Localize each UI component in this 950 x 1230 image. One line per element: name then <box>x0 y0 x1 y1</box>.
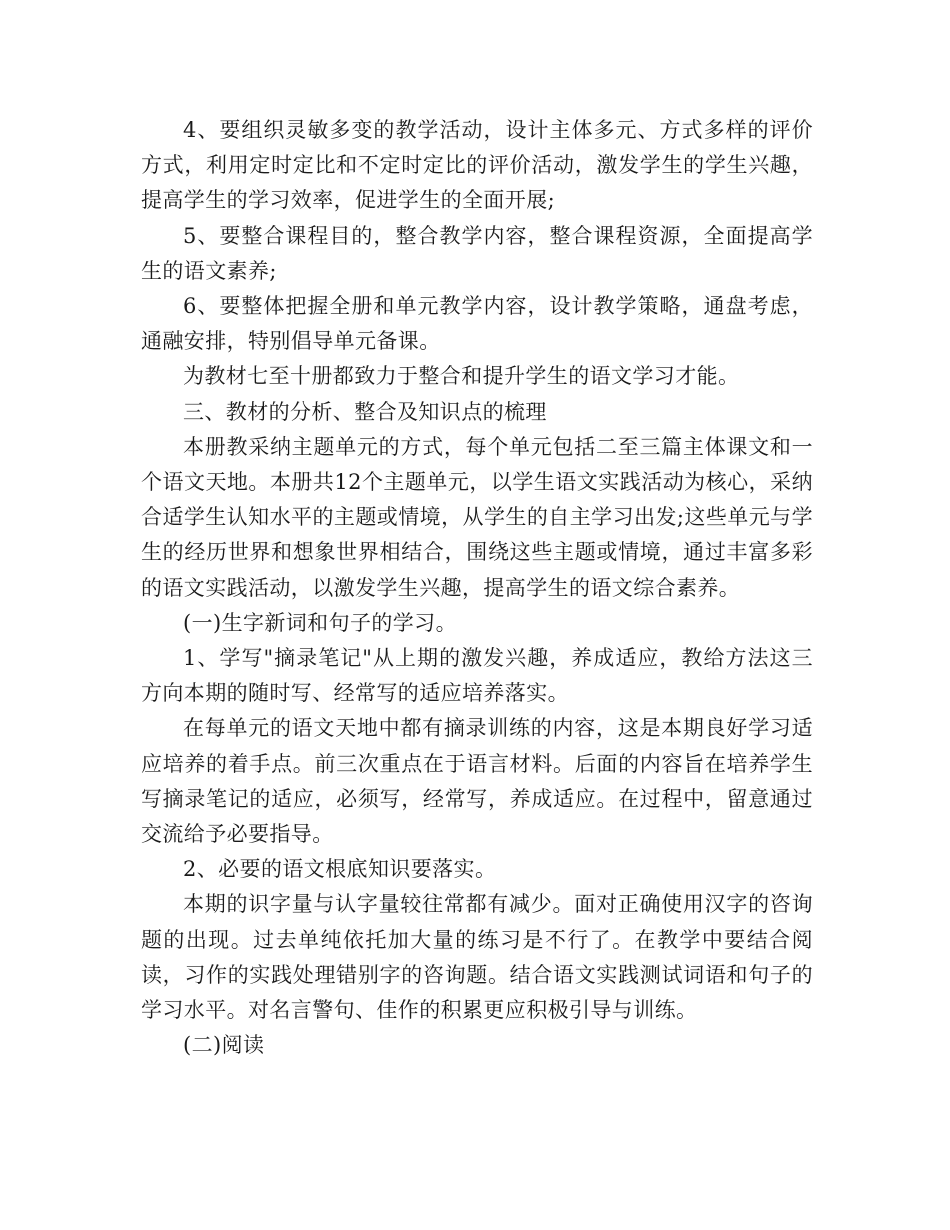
subsection-heading-2: (二)阅读 <box>183 1033 265 1058</box>
document-page <box>141 113 813 1063</box>
paragraph-excerpt-training: 在每单元的语文天地中都有摘录训练的内容，这是本期良好学习适应培养的着手点。前三次重点在于语言材料。后面的内容旨在培养学生写摘录笔记的适应，必须写，经常写，养成适应。在过程中，留意通过交流给予必要指导。 <box>141 716 813 847</box>
paragraph-basic-knowledge: 2、必要的语文根底知识要落实。 <box>183 857 497 882</box>
paragraph-excerpt-notes: 1、学写"摘录笔记"从上期的激发兴趣，养成适应，教给方法这三方向本期的随时写、经常写的适应培养落实。 <box>141 646 813 706</box>
paragraph-textbook-structure: 本册教采纳主题单元的方式，每个单元包括二至三篇主体课文和一个语文天地。本册共12个主题单元，以学生语文实践活动为核心，采纳合适学生认知水平的主题或情境，从学生的自主学习出发;这些单元与学生的经历世界和想象世界相结合，围绕这些主题或情境，通过丰富多彩的语文实践活动，以激发学生兴趣，提高学生的语文综合素养。 <box>141 434 813 600</box>
paragraph-item-5: 5、要整合课程目的，整合教学内容，整合课程资源，全面提高学生的语文素养; <box>141 223 813 283</box>
paragraph-item-6: 6、要整体把握全册和单元教学内容，设计教学策略，通盘考虑，通融安排，特别倡导单元备课。 <box>141 294 813 354</box>
paragraph-literacy: 本期的识字量与认字量较往常都有减少。面对正确使用汉字的咨询题的出现。过去单纯依托加大量的练习是不行了。在教学中要结合阅读，习作的实践处理错别字的咨询题。结合语文实践测试词语和句子的学习水平。对名言警句、佳作的积累更应积极引导与训练。 <box>141 892 813 1023</box>
paragraph-textbook-goal: 为教材七至十册都致力于整合和提升学生的语文学习才能。 <box>183 364 740 389</box>
section-heading-3: 三、教材的分析、整合及知识点的梳理 <box>183 399 547 424</box>
paragraph-item-4: 4、要组织灵敏多变的教学活动，设计主体多元、方式多样的评价方式，利用定时定比和不定时定比的评价活动，激发学生的学生兴趣，提高学生的学习效率，促进学生的全面开展; <box>141 118 813 213</box>
subsection-heading-1: (一)生字新词和句子的学习。 <box>183 610 457 635</box>
